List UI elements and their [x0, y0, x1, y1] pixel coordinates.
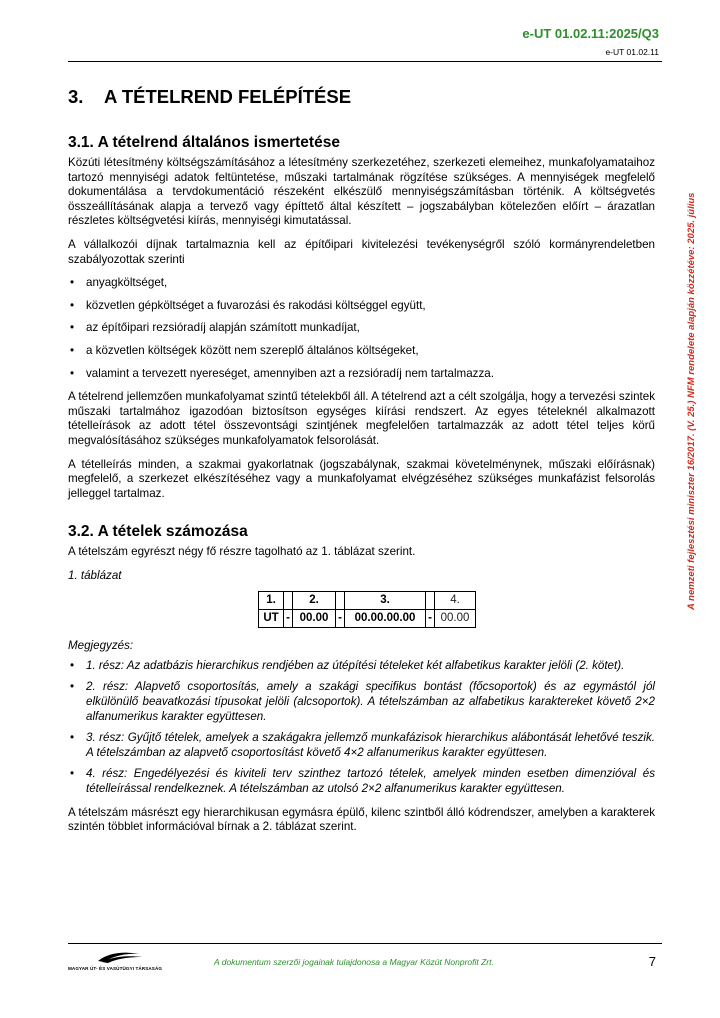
logo-text: MAGYAR ÚT- ÉS VASÚTÜGYI TÁRSASÁG	[68, 966, 163, 971]
table-cell: 4.	[435, 591, 476, 609]
logo-mark-icon	[68, 949, 168, 965]
paragraph: A tételszám másrészt egy hierarchikusan egymásra épülő, kilenc szintből álló kódrendszer, amelyben a karakterek szintén többlet információval bírnak a 2. táblázat szerint.	[68, 805, 655, 834]
table-row	[259, 609, 476, 627]
table-cell: -	[426, 609, 435, 627]
list-item: • valamint a tervezett nyereséget, amennyiben azt a rezsióradíj nem tartalmazza.	[70, 366, 494, 380]
list-item: • 2. rész: Alapvető csoportosítás, amely a szakági specifikus bontást (főcsoportok) és az egymástól jól elkülönülő beavatkozási típusokat jelöli (alcsoportok). A tételszámban az alfabetikus karaktereket követő 2×2 alfanumerikus karakter együttesen.	[70, 680, 655, 723]
side-publication-note: A nemzeti fejlesztési miniszter 16/2017. (V. 25.) NFM rendelete alapján közzétéve: 2025. július	[686, 192, 697, 610]
bullet-icon: •	[70, 298, 75, 312]
paragraph: A tételszám egyrészt négy fő részre tagolható az 1. táblázat szerint.	[68, 545, 416, 559]
list-item: • 3. rész: Gyűjtő tételek, amelyek a szakágakra jellemző munkafázisok hierarchikus alábontását lehetővé teszik. A tételszámban az alapvető csoportosítást követő 4×2 alfanumerikus karakter együttesen.	[70, 731, 655, 759]
chapter-title: A TÉTELREND FELÉPÍTÉSE	[104, 86, 352, 107]
paragraph: Közúti létesítmény költségszámításához a létesítmény szerkezetéhez, szerkezeti elemeihez, munkafolyamataihoz tartozó mennyiségi adatok feltüntetése, műszaki tartalmának rögzítése szükséges. A mennyiségek megfelelő dokumentálása a tervdokumentáció részeként elkészülő mennyiségszámításban történik. A költségvetés összeállításának alapja a tervező vagy építtető által készített – jogszabályban kötelezően előírt – árazatlan részletes költségvetési kiírás, mennyiségi kimutatással.	[68, 156, 655, 228]
section-heading-3-2: 3.2. A tételek számozása	[68, 523, 248, 541]
paragraph: A tételleírás minden, a szakmai gyakorlatnak (jogszabálynak, szakmai követelménynek, műszaki előírásnak) megfelelő, a szerkezet elkészítéséhez vagy a munkafolyamat elvégzéséhez szükséges munkafázist felsorolás jelleggel tartalmaz.	[68, 457, 655, 500]
table-cell: 00.00	[435, 609, 476, 627]
chapter-number: 3.	[68, 86, 84, 107]
table-cell: 3.	[345, 591, 426, 609]
cost-components-list	[68, 276, 655, 381]
table-caption: 1. táblázat	[68, 568, 122, 582]
page-number: 7	[648, 954, 656, 969]
paragraph: A tételrend jellemzően munkafolyamat szintű tételekből áll. A tételrend azt a célt szolgálja, hogy a tervezési szintek műszaki tartalmához igazodóan biztosítson egységes kiírási rendszert. Az egyes tételeknél alkalmazott tételleírások az adott tétel összevontsági szintjének megfelelően tartalmazzák az adott tétel teljes körű megvalósításához szükséges munkafolyamatok felsorolását.	[68, 390, 655, 447]
document-code: e-UT 01.02.11:2025/Q3	[522, 26, 659, 41]
header-rule	[68, 61, 662, 62]
copyright-notice: A dokumentum szerzői jogainak tulajdonosa a Magyar Közút Nonprofit Zrt.	[214, 957, 494, 967]
table-cell: 00.00.00.00	[345, 609, 426, 627]
table-cell: 00.00	[293, 609, 336, 627]
list-item: • anyagköltséget,	[70, 276, 168, 290]
note-label: Megjegyzés:	[68, 638, 134, 652]
bullet-icon: •	[70, 321, 75, 335]
footer-rule	[68, 943, 662, 944]
bullet-icon: •	[70, 366, 75, 380]
table-cell	[284, 591, 293, 609]
table-cell: -	[336, 609, 345, 627]
page-content	[68, 86, 655, 844]
item-number-table	[258, 591, 476, 628]
table-cell	[336, 591, 345, 609]
bullet-icon: •	[70, 276, 75, 290]
bullet-icon: •	[70, 767, 75, 781]
table-header-row	[259, 591, 476, 609]
bullet-icon: •	[70, 658, 75, 672]
table-cell: UT	[259, 609, 284, 627]
section-heading-3-1: 3.1. A tételrend általános ismertetése	[68, 134, 340, 151]
list-item: • közvetlen gépköltséget a fuvarozási és rakodási költséggel együtt,	[70, 298, 426, 312]
list-item: • a közvetlen költségek között nem szereplő általános költségeket,	[70, 343, 419, 357]
list-item: • 4. rész: Engedélyezési és kiviteli terv szinthez tartozó tételek, amelyek minden esetben dimenzióval és tételleírással rendelkeznek. A tételszámban az utolsó 2×2 alfanumerikus karakter együttesen.	[70, 767, 655, 796]
chapter-heading	[68, 86, 655, 108]
table-cell: 2.	[293, 591, 336, 609]
bullet-icon: •	[70, 680, 75, 694]
notes-list	[68, 659, 655, 797]
table-cell	[426, 591, 435, 609]
list-item: • 1. rész: Az adatbázis hierarchikus rendjében az útépítési tételeket két alfabetikus karakter jelöli (2. kötet).	[70, 658, 625, 672]
list-item: • az építőipari rezsióradíj alapján számított munkadíjat,	[70, 321, 360, 335]
society-logo	[68, 949, 168, 971]
document-code-small: e-UT 01.02.11	[605, 47, 659, 57]
table-cell: -	[284, 609, 293, 627]
bullet-icon: •	[70, 343, 75, 357]
table-cell: 1.	[259, 591, 284, 609]
bullet-icon: •	[70, 731, 75, 745]
paragraph: A vállalkozói díjnak tartalmaznia kell az építőipari kivitelezési tevékenységről szóló kormányrendeletben szabályozottak szerinti	[68, 237, 655, 266]
